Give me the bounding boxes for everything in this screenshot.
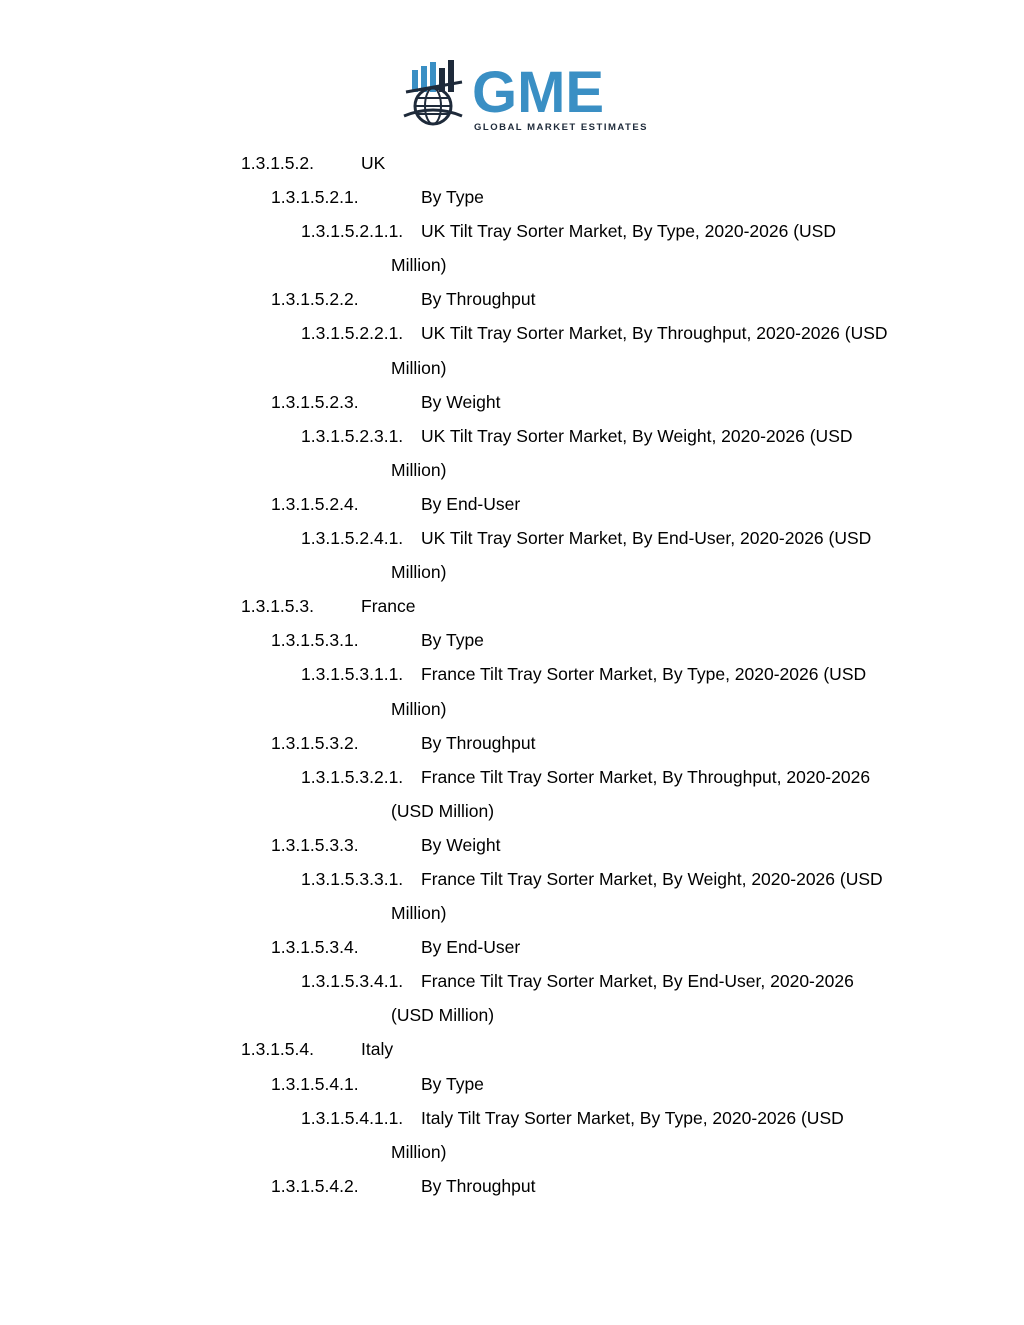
logo-tagline: GLOBAL MARKET ESTIMATES [474, 122, 649, 133]
toc-title-continuation: Million) [391, 459, 447, 480]
toc-number: 1.3.1.5.3.2. [271, 732, 359, 753]
toc-entry [0, 214, 1024, 248]
toc-entry [0, 1067, 1024, 1101]
toc-number: 1.3.1.5.3.4.1. [301, 971, 404, 992]
toc-number: 1.3.1.5.2.4.1. [301, 528, 404, 549]
toc-title: By Throughput [421, 732, 536, 753]
toc-entry [0, 657, 1024, 691]
toc-title: By Throughput [421, 289, 536, 310]
toc-title: By Type [421, 1073, 484, 1094]
toc-entry-continuation [0, 998, 1024, 1032]
toc-title: By Weight [421, 391, 501, 412]
logo-wordmark: GME [472, 60, 605, 125]
toc-number: 1.3.1.5.3.3.1. [301, 868, 404, 889]
toc-entry [0, 760, 1024, 794]
toc-entry [0, 1032, 1024, 1066]
toc-entry [0, 180, 1024, 214]
toc-entry [0, 964, 1024, 998]
toc-title-continuation: (USD Million) [391, 1005, 495, 1026]
toc-title: UK Tilt Tray Sorter Market, By Type, 2020-2026 (USD [421, 221, 836, 242]
gme-logo [400, 56, 660, 136]
toc-title: By Weight [421, 834, 501, 855]
toc-number: 1.3.1.5.2.2.1. [301, 323, 404, 344]
toc-number: 1.3.1.5.2. [241, 153, 314, 173]
toc-entry-continuation [0, 794, 1024, 828]
toc-entry [0, 282, 1024, 316]
toc-number: 1.3.1.5.4. [241, 1039, 314, 1060]
toc-entry [0, 589, 1024, 623]
toc-number: 1.3.1.5.2.1. [271, 187, 359, 208]
toc-entry-continuation [0, 692, 1024, 726]
toc-number: 1.3.1.5.2.2. [271, 289, 359, 310]
toc-entry [0, 419, 1024, 453]
toc-title: France [361, 596, 416, 617]
toc-entry-continuation [0, 1135, 1024, 1169]
toc-title: By End-User [421, 493, 521, 514]
toc-entry [0, 146, 1024, 180]
toc-title-continuation: Million) [391, 903, 447, 924]
toc-number: 1.3.1.5.3.2.1. [301, 766, 404, 787]
toc-title: By Type [421, 187, 484, 208]
toc-entry [0, 1169, 1024, 1203]
toc-entry-continuation [0, 896, 1024, 930]
toc-number: 1.3.1.5.3.1. [271, 630, 359, 651]
toc-entry [0, 862, 1024, 896]
toc-title: UK Tilt Tray Sorter Market, By Weight, 2020-2026 (USD [421, 425, 853, 446]
toc-number: 1.3.1.5.3.1.1. [301, 664, 404, 685]
toc-number: 1.3.1.5.4.1. [271, 1073, 359, 1094]
toc-title: France Tilt Tray Sorter Market, By End-User, 2020-2026 [421, 971, 854, 992]
toc-number: 1.3.1.5.3.3. [271, 834, 359, 855]
toc-number: 1.3.1.5.3. [241, 596, 314, 617]
toc-title: UK [361, 153, 386, 173]
toc-title: Italy [361, 1039, 394, 1060]
gme-logo-graphic [400, 56, 660, 136]
toc-title: By Type [421, 630, 484, 651]
toc-entry [0, 385, 1024, 419]
toc-number: 1.3.1.5.2.4. [271, 493, 359, 514]
toc-title: Italy Tilt Tray Sorter Market, By Type, 2020-2026 (USD [421, 1107, 844, 1128]
toc-title: France Tilt Tray Sorter Market, By Type, 2020-2026 (USD [421, 664, 867, 685]
toc-title-continuation: Million) [391, 698, 447, 719]
toc-title: UK Tilt Tray Sorter Market, By End-User, 2020-2026 (USD [421, 528, 872, 549]
toc-title-continuation: Million) [391, 1141, 447, 1162]
toc-title: France Tilt Tray Sorter Market, By Throughput, 2020-2026 [421, 766, 871, 787]
globe-bars-icon [404, 60, 462, 124]
toc-entry [0, 930, 1024, 964]
toc-entry [0, 828, 1024, 862]
toc-title-continuation: (USD Million) [391, 800, 495, 821]
toc-entry [0, 726, 1024, 760]
table-of-contents [0, 146, 1024, 1203]
toc-number: 1.3.1.5.4.1.1. [301, 1107, 404, 1128]
toc-title: UK Tilt Tray Sorter Market, By Throughput, 2020-2026 (USD [421, 323, 888, 344]
toc-entry-continuation [0, 248, 1024, 282]
toc-entry-continuation [0, 453, 1024, 487]
toc-title-continuation: Million) [391, 562, 447, 583]
toc-entry [0, 623, 1024, 657]
toc-entry-continuation [0, 555, 1024, 589]
toc-entry [0, 1101, 1024, 1135]
toc-title-continuation: Million) [391, 357, 447, 378]
toc-number: 1.3.1.5.2.3.1. [301, 425, 404, 446]
toc-number: 1.3.1.5.4.2. [271, 1175, 359, 1196]
toc-number: 1.3.1.5.2.3. [271, 391, 359, 412]
toc-entry [0, 487, 1024, 521]
toc-entry [0, 316, 1024, 350]
toc-entry [0, 521, 1024, 555]
toc-title: France Tilt Tray Sorter Market, By Weight, 2020-2026 (USD [421, 868, 883, 889]
toc-title: By End-User [421, 937, 521, 958]
toc-title-continuation: Million) [391, 255, 447, 276]
toc-title: By Throughput [421, 1175, 536, 1196]
toc-number: 1.3.1.5.2.1.1. [301, 221, 404, 242]
toc-number: 1.3.1.5.3.4. [271, 937, 359, 958]
toc-entry-continuation [0, 351, 1024, 385]
